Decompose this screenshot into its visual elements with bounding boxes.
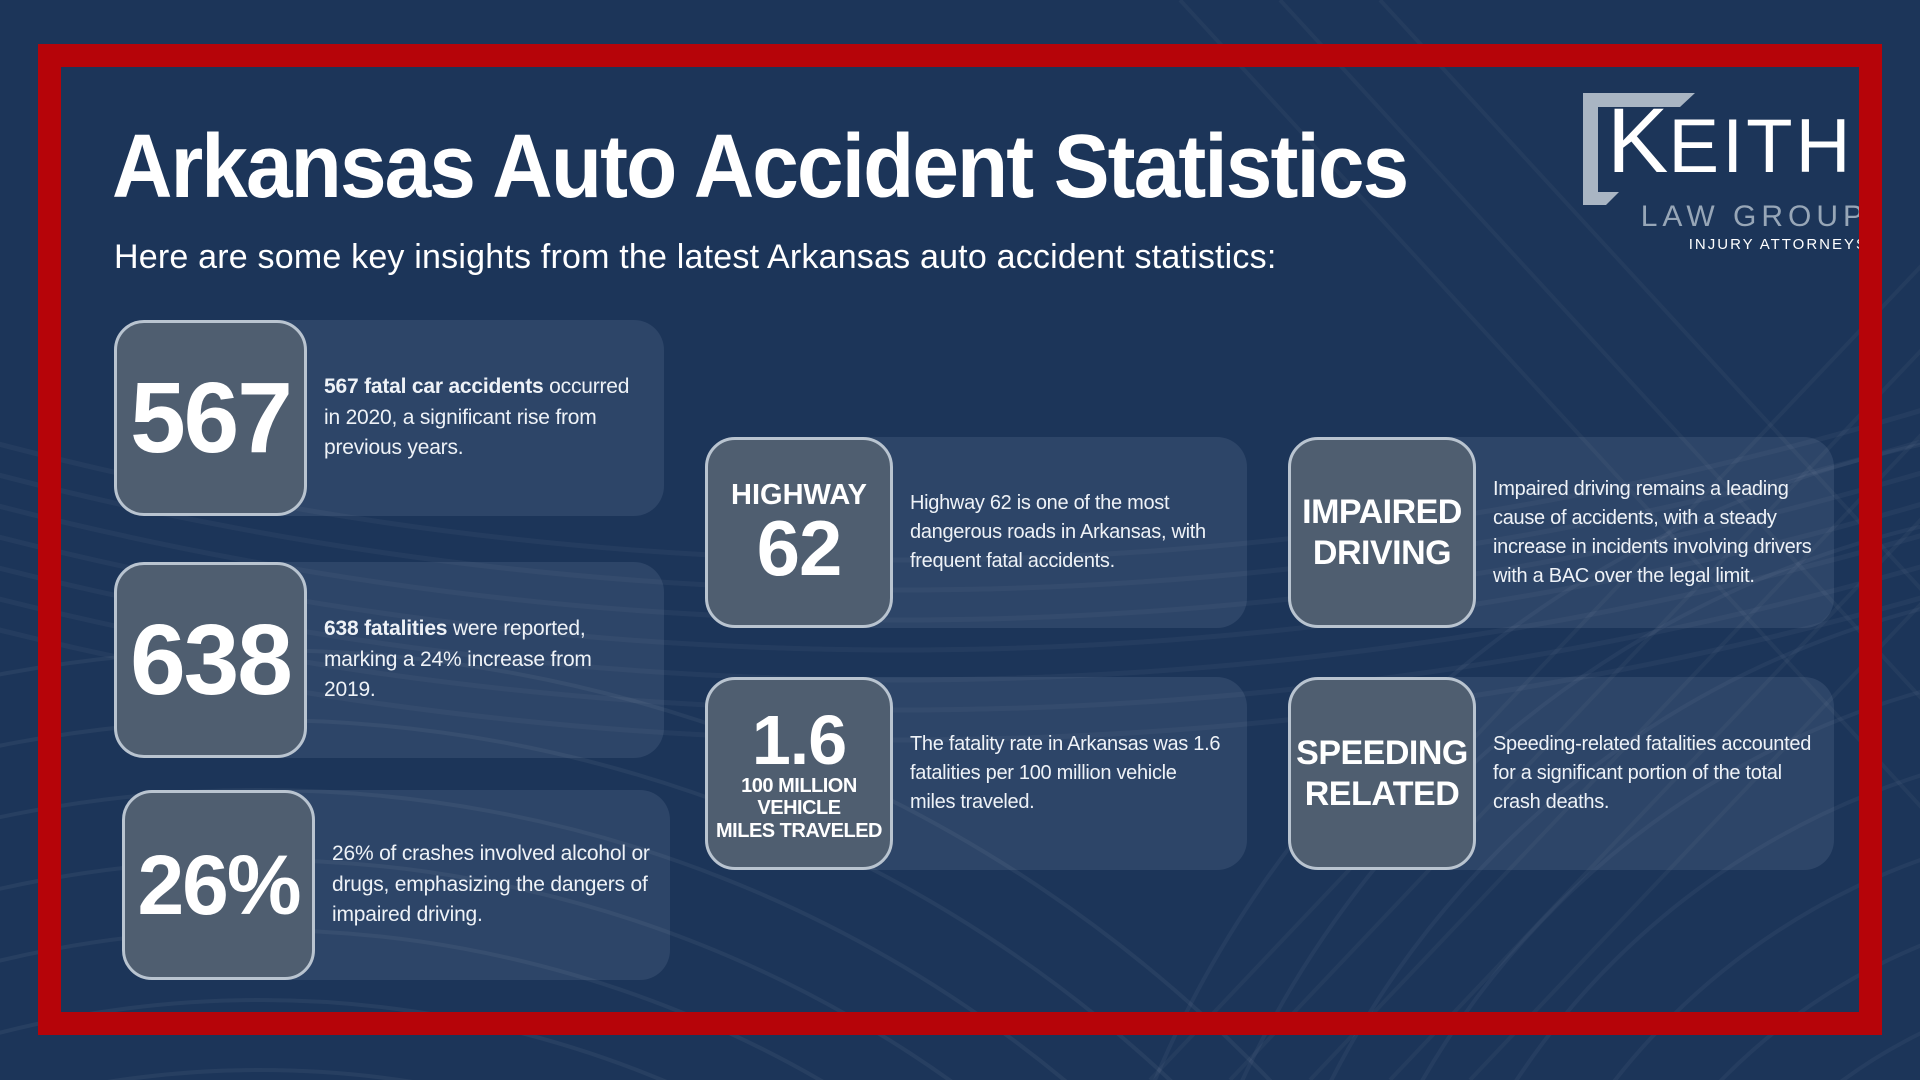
logo-name-rest: EITH	[1668, 104, 1854, 189]
stat-description: 638 fatalities were reported, marking a 24% increase from 2019.	[324, 617, 592, 702]
stat-value: 26%	[137, 838, 300, 932]
stat-value: 567	[130, 362, 291, 474]
stat-description: Impaired driving remains a leading cause of accidents, with a steady increase in incidents involving drivers with a BAC over the legal limit.	[1493, 477, 1812, 587]
stat-card-alcohol-crashes	[122, 790, 670, 980]
stat-tile-567	[114, 320, 307, 516]
stat-value: 638	[130, 604, 291, 716]
stat-card-highway-62	[705, 437, 1247, 628]
stat-card-fatality-rate	[705, 677, 1247, 870]
page-title: Arkansas Auto Accident Statistics	[112, 117, 1408, 217]
stat-value: 62	[756, 504, 842, 593]
stat-label: HIGHWAY	[731, 478, 867, 511]
page-subtitle: Here are some key insights from the latest Arkansas auto accident statistics:	[114, 238, 1277, 276]
stat-unit-line: VEHICLE	[757, 797, 841, 820]
stat-description: Highway 62 is one of the most dangerous roads in Arkansas, with frequent fatal accidents.	[910, 492, 1206, 572]
stat-tile-impaired-driving	[1288, 437, 1476, 628]
stat-card-fatal-accidents	[114, 320, 664, 516]
logo-initial: K	[1607, 90, 1669, 192]
stat-description: 567 fatal car accidents occurred in 2020, a significant rise from previous years.	[324, 375, 630, 460]
stat-card-impaired-driving	[1288, 437, 1834, 628]
keith-law-group-logo	[1583, 90, 1868, 258]
stat-card-speeding-related	[1288, 677, 1834, 870]
logo-subtitle: LAW GROUP	[1640, 200, 1868, 233]
stat-tile-speeding-related	[1288, 677, 1476, 870]
stat-unit-line: 100 MILLION	[741, 774, 857, 797]
stat-tile-638	[114, 562, 307, 758]
stat-description: The fatality rate in Arkansas was 1.6 fatalities per 100 million vehicle miles traveled.	[910, 733, 1221, 813]
stat-tile-highway-62	[705, 437, 893, 628]
stat-tile-fatality-rate	[705, 677, 893, 870]
stat-word-line: RELATED	[1304, 774, 1460, 813]
stat-word-line: IMPAIRED	[1302, 493, 1462, 532]
stat-card-fatalities	[114, 562, 664, 758]
stat-word-line: DRIVING	[1312, 533, 1452, 572]
stat-unit-line: MILES TRAVELED	[716, 819, 882, 842]
stat-description: Speeding-related fatalities accounted for a significant portion of the total crash deaths.	[1493, 733, 1812, 813]
stat-tile-26-percent	[122, 790, 315, 980]
stat-description: 26% of crashes involved alcohol or drugs, emphasizing the dangers of impaired driving.	[332, 842, 650, 927]
stat-value: 1.6	[751, 700, 847, 779]
logo-name	[1607, 90, 1854, 192]
stat-word-line: SPEEDING	[1296, 734, 1468, 773]
logo-tagline: INJURY ATTORNEYS	[1688, 236, 1868, 253]
